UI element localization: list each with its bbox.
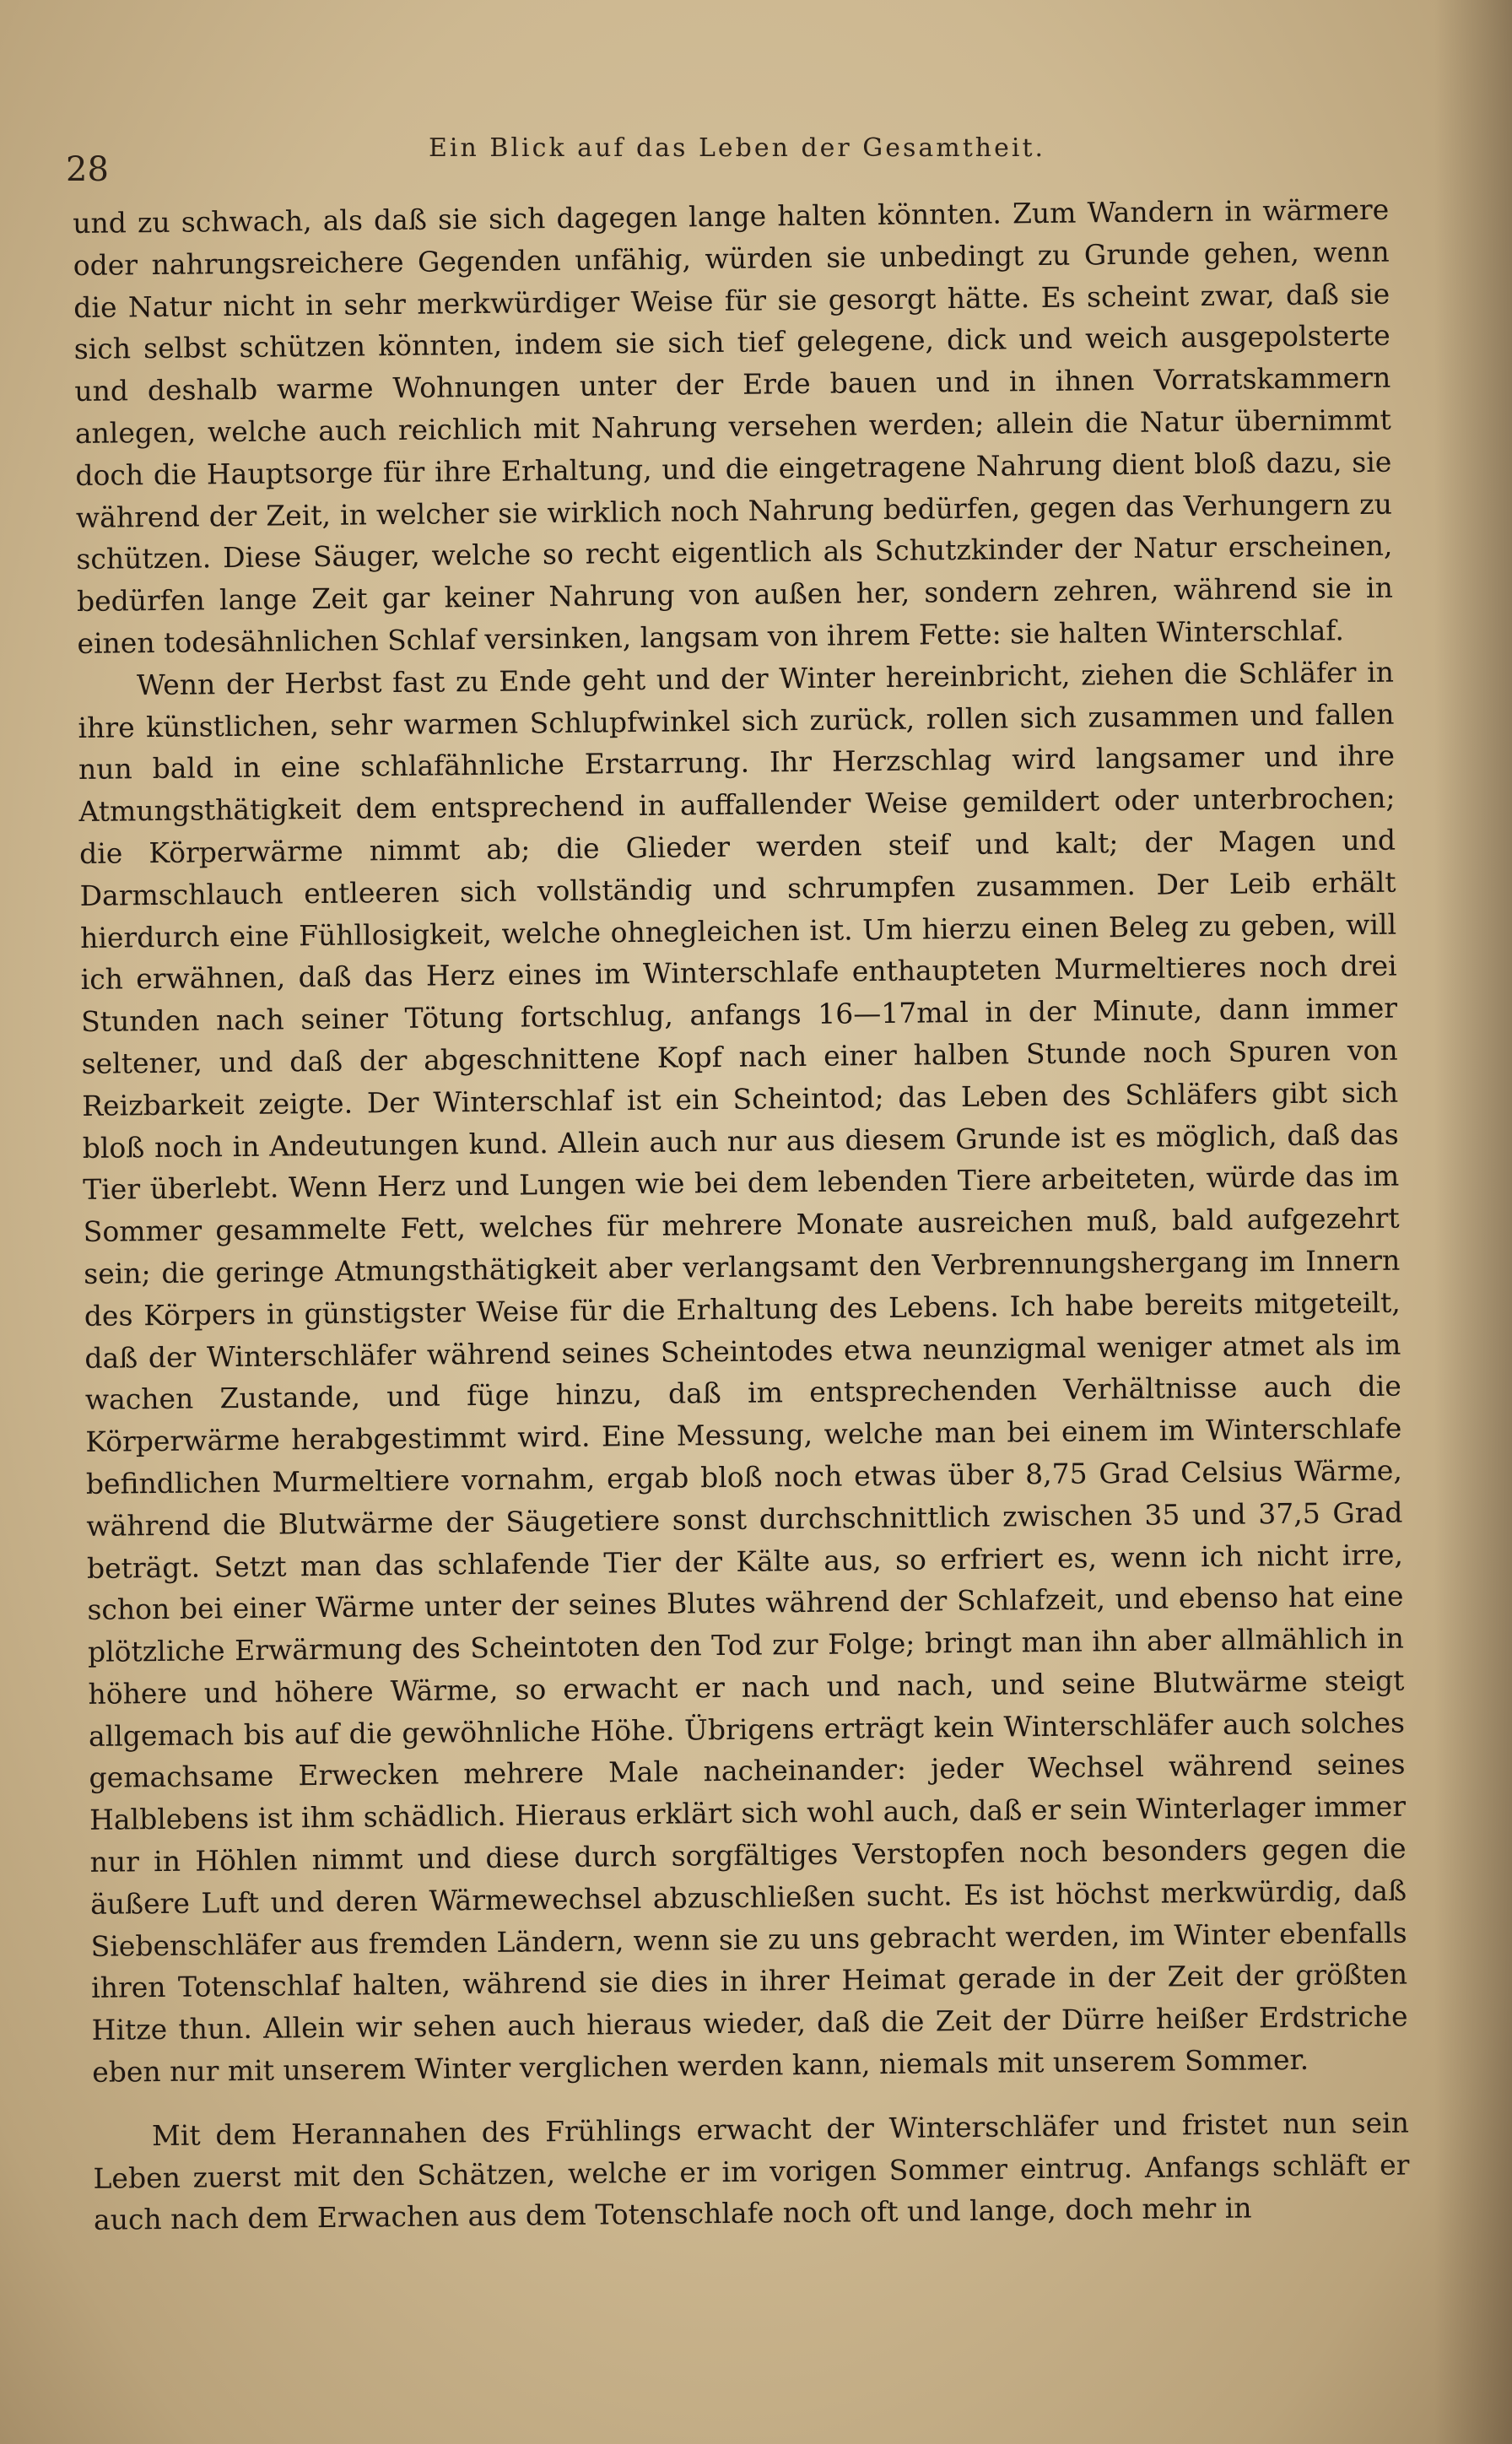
paragraph-1: und zu schwach, als daß sie sich dagegen lange halten könnten. Zum Wandern in wärmere oder nahrungsreichere Gegenden unfähig, würden sie unbedingt zu Grunde gehen, wenn die Natur nicht in sehr merkwürdiger Weise für sie gesorgt hätte. Es scheint zwar, daß sie sich selbst schützen könnten, indem sie sich tief gelegene, dick und weich ausgepolsterte und deshalb warme Wohnungen unter der Erde bauen und in ihnen Vorratskammern anlegen, welche auch reichlich mit Nahrung versehen werden; allein die Natur übernimmt doch die Hauptsorge für ihre Erhaltung, und die eingetragene Nahrung dient bloß dazu, sie während der Zeit, in welcher sie wirklich noch Nahrung bedürfen, gegen das Verhungern zu schützen. Diese Säuger, welche so recht eigentlich als Schutzkinder der Natur erscheinen, bedürfen lange Zeit gar keiner Nahrung von außen her, sondern zehren, während sie in einen todesähnlichen Schlaf versinken, langsam von ihrem Fette: sie halten Winterschlaf. bbox=[73, 192, 1394, 660]
body-text bbox=[73, 189, 1410, 2241]
paragraph-2: Wenn der Herbst fast zu Ende geht und der Winter hereinbricht, ziehen die Schläfer in ihre künstlichen, sehr warmen Schlupfwinkel sich zurück, rollen sich zusammen und fallen nun bald in eine schlafähnliche Erstarrung. Ihr Herzschlag wird langsamer und ihre Atmungsthätigkeit dem entsprechend in auffallender Weise gemildert oder unterbrochen; die Körperwärme nimmt ab; die Glieder werden steif und kalt; der Magen und Darmschlauch entleeren sich vollständig und schrumpfen zusammen. Der Leib erhält hierdurch eine Fühllosigkeit, welche ohnegleichen ist. Um hierzu einen Beleg zu geben, will ich erwähnen, daß das Herz eines im Winterschlafe enthaupteten Murmeltieres noch drei Stunden nach seiner Tötung fortschlug, anfangs 16—17mal in der Minute, dann immer seltener, und daß der abgeschnittene Kopf nach einer halben Stunde noch Spuren von Reizbarkeit zeigte. Der Winterschlaf ist ein Scheintod; das Leben des Schläfers gibt sich bloß noch in Andeutungen kund. Allein auch nur aus diesem Grunde ist es möglich, daß das Tier überlebt. Wenn Herz und Lungen wie bei dem lebenden Tiere arbeiteten, würde das im Sommer gesammelte Fett, welches für mehrere Monate ausreichen muß, bald aufgezehrt sein; die geringe Atmungsthätigkeit aber verlangsamt den Verbrennungshergang im Innern des Körpers in günstigster Weise für die Erhaltung des Lebens. Ich habe bereits mitgeteilt, daß der Winterschläfer während seines Scheintodes etwa neunzigmal weniger atmet als im wachen Zustande, und füge hinzu, daß im entsprechenden Verhältnisse auch die Körperwärme herabgestimmt wird. Eine Messung, welche man bei einem im Winterschlafe befindlichen Murmeltiere vornahm, ergab bloß noch etwas über 8,75 Grad Celsius Wärme, während die Blutwärme der Säugetiere sonst durchschnittlich zwischen 35 und 37,5 Grad beträgt. Setzt man das schlafende Tier der Kälte aus, so erfriert es, wenn ich nicht irre, schon bei einer Wärme unter der seines Blutes während der Schlafzeit, und ebenso hat eine plötzliche Erwärmung des Scheintoten den Tod zur Folge; bringt man ihn aber allmählich in höhere und höhere Wärme, so erwacht er nach und nach, und seine Blutwärme steigt allgemach bis auf die gewöhnliche Höhe. Übrigens erträgt kein Winterschläfer auch solches gemachsame Erwecken mehrere Male nacheinander: jeder Wechsel während seines Halblebens ist ihm schädlich. Hieraus erklärt sich wohl auch, daß er sein Winterlager immer nur in Höhlen nimmt und diese durch sorgfältiges Verstopfen noch besonders gegen die äußere Luft und deren Wärmewechsel abzuschließen sucht. Es ist höchst merkwürdig, daß Siebenschläfer aus fremden Ländern, wenn sie zu uns gebracht werden, im Winter ebenfalls ihren Totenschlaf halten, während sie dies in ihrer Heimat gerade in der Zeit der größten Hitze thun. Allein wir sehen auch hieraus wieder, daß die Zeit der Dürre heißer Erdstriche eben nur mit unserem Winter verglichen werden kann, niemals mit unserem Sommer. bbox=[78, 655, 1408, 2089]
page-number: 28 bbox=[66, 150, 109, 189]
paragraph-3: Mit dem Herannahen des Frühlings erwacht der Winterschläfer und fristet nun sein Leben zuerst mit den Schätzen, welche er im vorigen Sommer eintrug. Anfangs schläft er auch nach dem Erwachen aus dem Totenschlafe noch oft und lange, doch mehr in bbox=[93, 2106, 1410, 2237]
page-header bbox=[66, 125, 1399, 189]
running-title: Ein Blick auf das Leben der Gesamtheit. bbox=[429, 133, 1046, 163]
